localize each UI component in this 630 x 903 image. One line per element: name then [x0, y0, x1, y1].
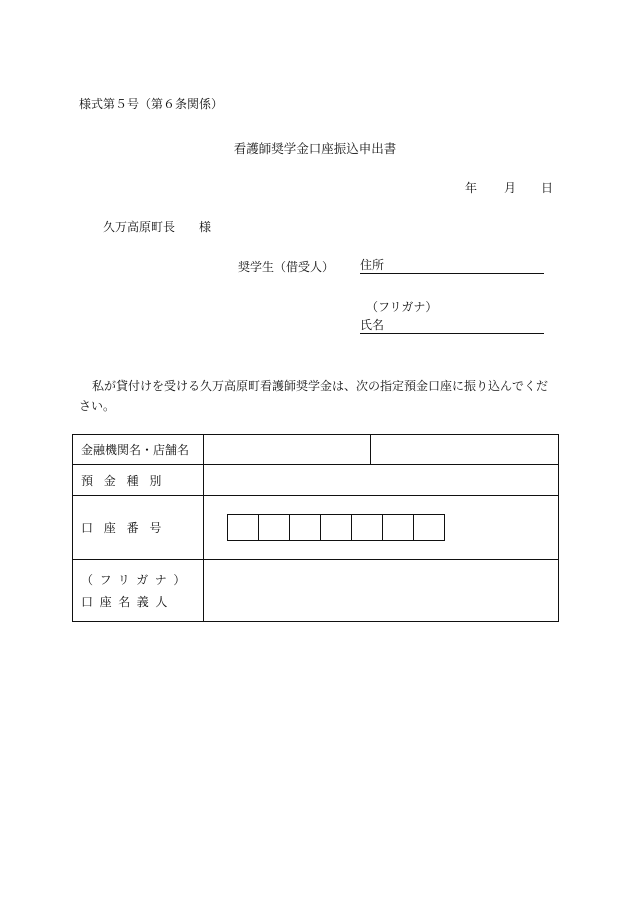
account-number-digit-box[interactable] — [227, 514, 259, 541]
request-statement: 私が貸付けを受ける久万高原町看護師奨学金は、次の指定預金口座に振り込んでください。 — [79, 379, 549, 413]
address-field[interactable] — [360, 256, 544, 274]
account-holder-input[interactable] — [204, 560, 559, 622]
holder-furigana-label: （フリガナ） — [81, 572, 193, 587]
account-number-digit-box[interactable] — [351, 514, 383, 541]
addressee-honorific: 様 — [199, 220, 212, 234]
applicant-role: 奨学生（借受人） — [238, 260, 335, 274]
date-day-label: 日 — [541, 181, 554, 195]
address-label: 住所 — [360, 258, 385, 272]
form-number: 様式第５号（第６条関係） — [79, 97, 224, 111]
deposit-type-input[interactable] — [204, 465, 559, 496]
deposit-type-label-cell — [73, 465, 204, 496]
date-month-label: 月 — [504, 181, 517, 195]
holder-name-label: 口座名義人 — [81, 594, 175, 609]
bank-account-table — [72, 434, 559, 622]
account-number-boxes — [227, 514, 558, 541]
document-title: 看護師奨学金口座振込申出書 — [233, 141, 397, 156]
date-year-label: 年 — [465, 181, 478, 195]
account-number-digit-box[interactable] — [413, 514, 445, 541]
name-field[interactable] — [360, 316, 544, 334]
account-number-digit-box[interactable] — [320, 514, 352, 541]
account-holder-label-cell — [73, 560, 204, 622]
addressee-name: 久万高原町長 — [103, 220, 176, 234]
deposit-type-label: 預金種別 — [81, 473, 173, 488]
account-number-digit-box[interactable] — [258, 514, 290, 541]
name-furigana-label: （フリガナ） — [366, 300, 438, 314]
account-number-label-cell — [73, 496, 204, 560]
account-number-cell — [204, 496, 559, 560]
institution-label: 金融機関名・店舗名 — [81, 443, 190, 457]
account-number-label: 口座番号 — [81, 521, 173, 535]
name-label: 氏名 — [360, 318, 385, 332]
addressee — [103, 218, 211, 235]
institution-name-input[interactable] — [204, 435, 371, 465]
institution-label-cell — [73, 435, 204, 465]
account-number-digit-box[interactable] — [289, 514, 321, 541]
account-number-digit-box[interactable] — [382, 514, 414, 541]
branch-name-input[interactable] — [371, 435, 559, 465]
